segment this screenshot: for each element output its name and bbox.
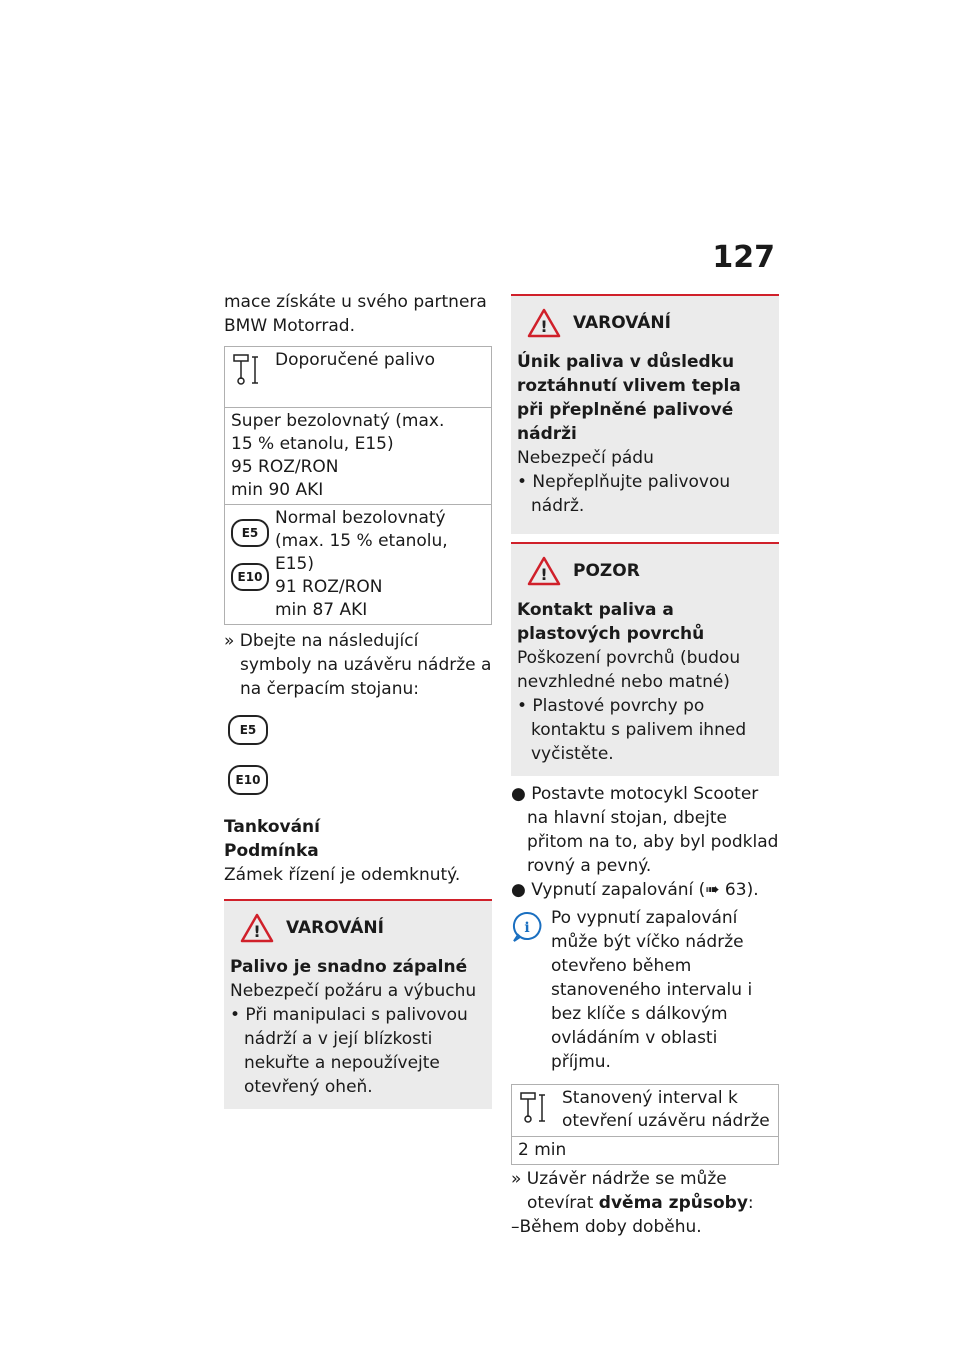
step-open-ways <box>511 1167 779 1215</box>
warning-risk: Nebezpečí pádu <box>517 448 654 468</box>
warning-bullet: • Nepřeplňujte palivovou nádrž. <box>517 472 731 516</box>
warning-title: VAROVÁNÍ <box>286 918 384 938</box>
interval-header: Stanovený interval k otevření uzávěru nádrže <box>562 1088 770 1131</box>
caution-title: POZOR <box>573 561 640 581</box>
warning-subtitle: Únik paliva v důsledku roztáhnutí vlivem tepla při přeplněné palivové nádrži <box>517 352 741 444</box>
step-open-ways-suffix: : <box>747 1193 754 1213</box>
warning-title: VAROVÁNÍ <box>573 313 671 333</box>
e5-symbol-icon: E5 <box>228 715 268 745</box>
warning-triangle-icon <box>240 913 274 943</box>
e5-badge-icon: E5 <box>231 519 269 547</box>
table-cell-line: min 87 AKI <box>275 600 368 620</box>
info-text: Po vypnutí zapalování může být víčko nádrže otevřeno během stanoveného intervalu i bez klíče s dálkovým ovládáním v oblasti příjmu. <box>551 908 753 1072</box>
caution-bullet: • Plastové povrchy po kontaktu s palivem ihned vyčistěte. <box>517 696 747 764</box>
symbols-note: » Dbejte na následující symboly na uzávěru nádrže a na čerpacím stojanu: <box>224 631 492 699</box>
intro-text: mace získáte u svého partnera BMW Motorrad. <box>224 292 487 336</box>
svg-text:!: ! <box>540 565 548 584</box>
interval-table <box>511 1084 779 1165</box>
step-open-ways-text: » Uzávěr nádrže se může otevírat <box>511 1169 727 1213</box>
caution-risk: Poškození povrchů (budou nevzhledné nebo matné) <box>517 648 741 692</box>
heading-refuel: Tankování <box>224 817 320 837</box>
table-cell-line: E15) <box>275 554 315 574</box>
table-header: Doporučené palivo <box>275 350 436 370</box>
fuel-pump-icon <box>518 1087 562 1134</box>
warning-bullet: • Při manipulaci s palivovou nádrží a v její blízkosti nekuřte a nepoužívejte otevřený oheň. <box>230 1005 468 1097</box>
svg-text:i: i <box>524 920 530 936</box>
svg-text:!: ! <box>540 317 548 336</box>
e10-badge-icon: E10 <box>231 563 269 591</box>
table-row-super <box>231 410 485 502</box>
table-cell-line: 95 ROZ/RON <box>231 457 339 477</box>
table-cell-line: (max. 15 % etanolu, <box>275 531 448 551</box>
info-note <box>511 906 779 1074</box>
caution-subtitle: Kontakt paliva a plastových povrchů <box>517 600 705 644</box>
step-ignition: ● Vypnutí zapalování (➠ 63). <box>511 880 759 900</box>
caution-triangle-icon <box>527 556 561 586</box>
table-cell-line: 91 ROZ/RON <box>275 577 383 597</box>
table-cell-line: min 90 AKI <box>231 480 324 500</box>
right-column <box>511 294 779 1239</box>
warning-triangle-icon <box>527 308 561 338</box>
warning-subtitle: Palivo je snadno zápalné <box>230 957 468 977</box>
left-column <box>224 290 492 1109</box>
e10-symbol-icon: E10 <box>228 765 268 795</box>
interval-value: 2 min <box>512 1137 779 1165</box>
fire-warning-box <box>224 899 492 1109</box>
page-number: 127 <box>712 240 775 275</box>
condition-text: Zámek řízení je odemknutý. <box>224 865 461 885</box>
table-cell-line: 15 % etanolu, E15) <box>231 434 394 454</box>
step-open-ways-bold: dvěma způsoby <box>598 1193 748 1213</box>
fuel-leak-warning-box <box>511 294 779 534</box>
table-cell-line: Super bezolovnatý (max. <box>231 411 445 431</box>
fuel-pump-icon <box>231 349 275 396</box>
step-runout: –Během doby doběhu. <box>511 1217 702 1237</box>
svg-text:!: ! <box>253 922 261 941</box>
table-row-normal <box>231 507 485 622</box>
step-stand: ● Postavte motocykl Scooter na hlavní stojan, dbejte přitom na to, aby byl podklad rovný a pevný. <box>511 784 779 876</box>
warning-risk: Nebezpečí požáru a výbuchu <box>230 981 477 1001</box>
fuel-spec-table <box>224 346 492 625</box>
caution-box <box>511 542 779 776</box>
table-cell-line: Normal bezolovnatý <box>275 508 446 528</box>
heading-condition: Podmínka <box>224 841 319 861</box>
